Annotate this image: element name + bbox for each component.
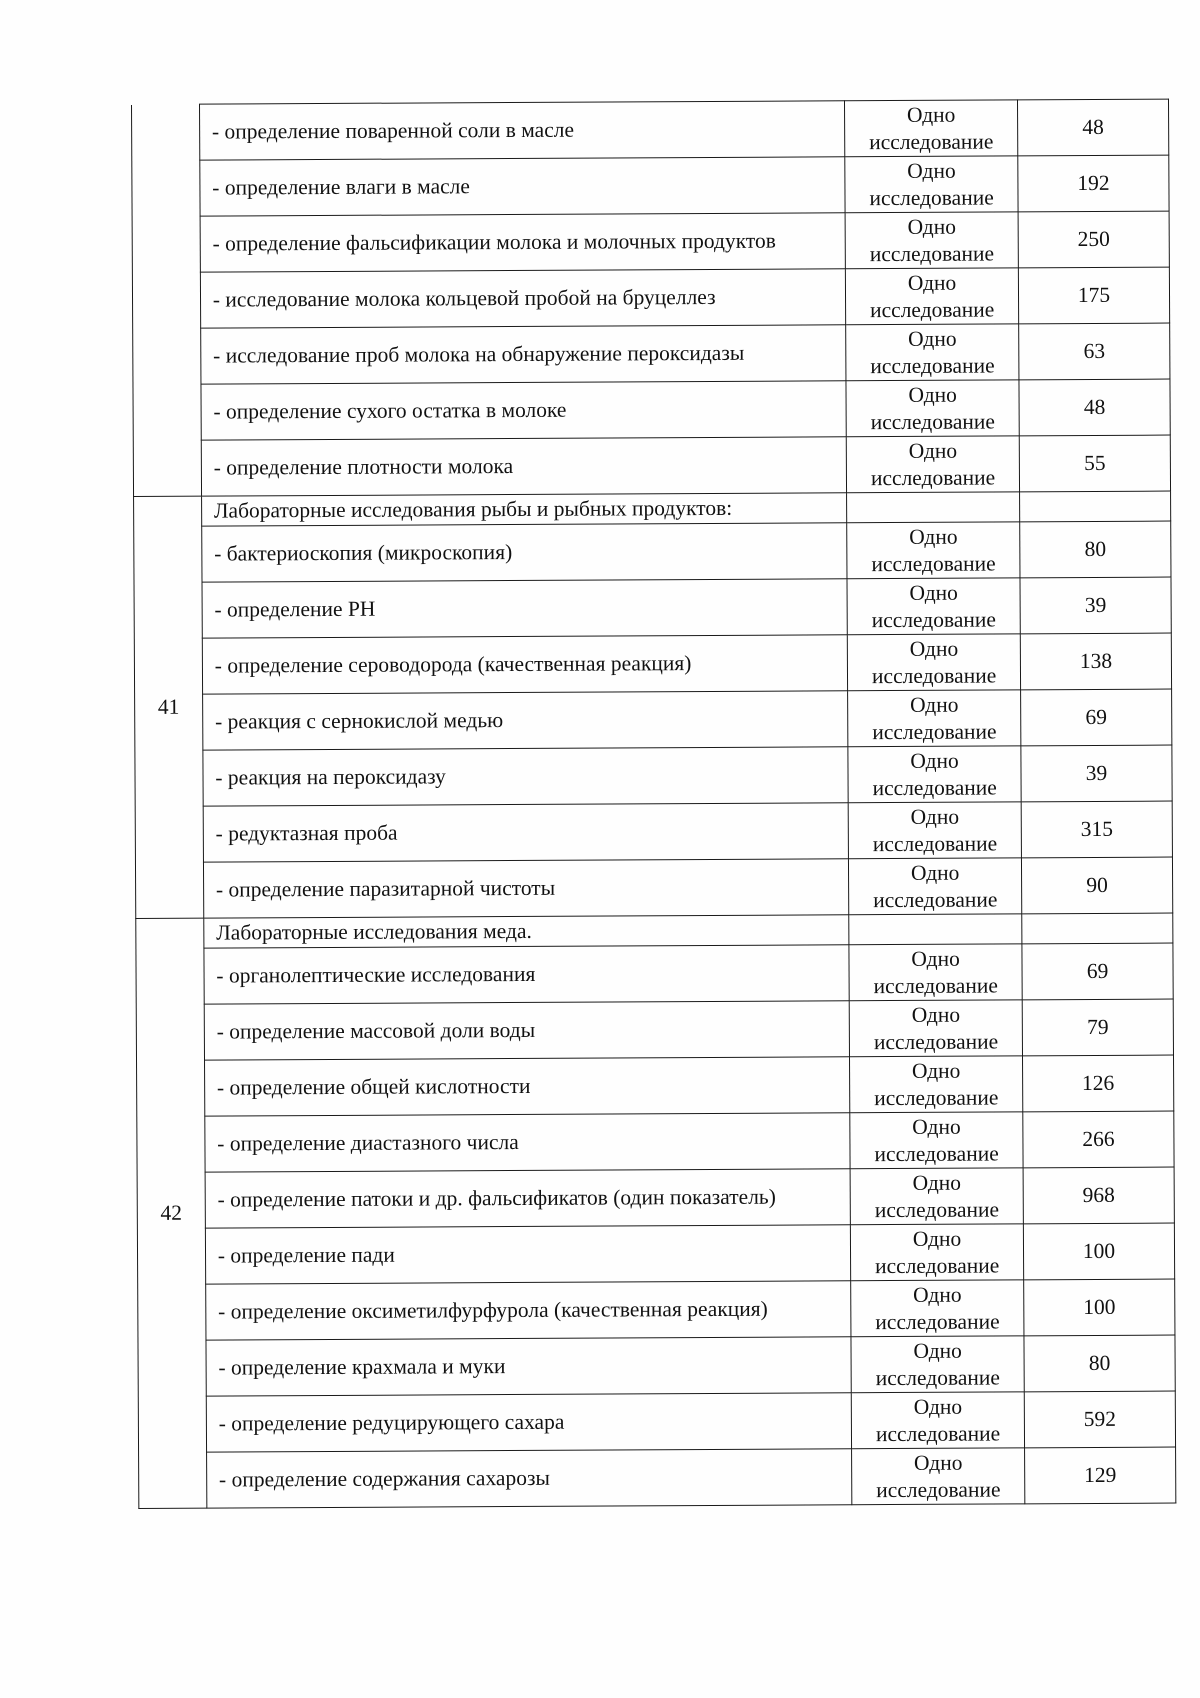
price-value: 80 — [1024, 1335, 1175, 1392]
service-name: - определение патоки и др. фальсификатов (один показатель) — [205, 1169, 851, 1228]
unit-label: Одно — [912, 1226, 962, 1251]
unit-label: Одно — [912, 1114, 961, 1139]
unit-label: исследование — [875, 1420, 1001, 1446]
unit-label: исследование — [870, 296, 995, 322]
unit-label: исследование — [872, 830, 998, 856]
unit-label: исследование — [872, 718, 997, 744]
unit-label: Одно — [909, 580, 958, 605]
unit-label: Одно — [913, 1450, 963, 1475]
price-value: 69 — [1022, 943, 1173, 1000]
unit-label: Одно — [910, 860, 960, 885]
unit-cell — [847, 634, 1020, 691]
service-name: - реакция на пероксидазу — [203, 747, 849, 806]
table-row — [135, 689, 1172, 750]
unit-label: исследование — [869, 184, 994, 210]
unit-label: исследование — [874, 1196, 1000, 1222]
table-row — [137, 1055, 1174, 1116]
service-name: - определение содержания сахарозы — [206, 1449, 852, 1508]
price-table-body — [132, 99, 1176, 1508]
service-name: - органолептические исследования — [204, 945, 850, 1004]
unit-cell — [848, 746, 1021, 803]
unit-label: исследование — [875, 1252, 1000, 1278]
unit-label: Одно — [908, 382, 957, 407]
table-row — [138, 1391, 1175, 1452]
table-row — [135, 745, 1172, 806]
unit-cell — [851, 1224, 1024, 1281]
price-value: 79 — [1022, 999, 1173, 1056]
price-table — [131, 99, 1176, 1509]
price-value: 592 — [1024, 1391, 1175, 1448]
unit-cell — [849, 858, 1022, 915]
unit-label: исследование — [873, 972, 998, 998]
service-name: - бактериоскопия (микроскопия) — [202, 523, 848, 582]
table-row — [133, 323, 1170, 384]
unit-label: исследование — [869, 240, 995, 266]
unit-label: исследование — [875, 1308, 1000, 1334]
price-value: 90 — [1021, 857, 1172, 914]
table-row — [134, 521, 1171, 582]
table-row — [137, 1111, 1174, 1172]
service-name: - исследование молока кольцевой пробой на бруцеллез — [200, 269, 846, 328]
empty-cell — [1020, 491, 1171, 522]
unit-label: Одно — [907, 158, 956, 183]
price-value: 192 — [1018, 155, 1169, 212]
price-value: 55 — [1019, 435, 1170, 492]
service-name: - определение поваренной соли в масле — [199, 101, 845, 160]
table-row — [132, 267, 1169, 328]
unit-label: Одно — [913, 1282, 962, 1307]
price-value: 48 — [1019, 379, 1170, 436]
unit-cell — [846, 324, 1019, 381]
unit-label: исследование — [875, 1364, 1000, 1390]
unit-label: Одно — [909, 692, 959, 717]
service-name: - определение сухого остатка в молоке — [201, 381, 847, 440]
unit-cell — [851, 1280, 1024, 1337]
unit-label: Одно — [906, 102, 956, 127]
unit-cell — [848, 690, 1021, 747]
unit-cell — [845, 212, 1018, 269]
table-row — [132, 211, 1169, 272]
unit-cell — [851, 1392, 1024, 1449]
unit-label: Одно — [907, 214, 957, 239]
price-value: 48 — [1018, 99, 1169, 156]
unit-label: исследование — [872, 774, 997, 800]
unit-cell — [850, 1056, 1023, 1113]
unit-cell — [846, 268, 1019, 325]
table-row — [136, 943, 1173, 1004]
table-row — [134, 577, 1171, 638]
table-row — [134, 633, 1171, 694]
unit-label: исследование — [870, 408, 995, 434]
service-name: - определение плотности молока — [201, 437, 847, 496]
unit-label: Одно — [910, 804, 960, 829]
unit-cell — [851, 1336, 1024, 1393]
unit-label: исследование — [871, 662, 997, 688]
table-row — [139, 1447, 1176, 1508]
price-value: 80 — [1020, 521, 1171, 578]
unit-label: исследование — [873, 1028, 999, 1054]
price-value: 129 — [1025, 1447, 1176, 1504]
table-row — [135, 857, 1172, 918]
unit-cell — [846, 380, 1019, 437]
service-name: - определение редуцирующего сахара — [206, 1393, 852, 1452]
empty-cell — [849, 914, 1022, 945]
service-name: - определение сероводорода (качественная реакция) — [202, 635, 848, 694]
table-row — [132, 155, 1169, 216]
empty-cell — [1022, 913, 1173, 944]
unit-cell — [848, 802, 1021, 859]
unit-label: исследование — [870, 464, 996, 490]
unit-label: Одно — [908, 326, 957, 351]
service-name: - определение паразитарной чистоты — [203, 859, 849, 918]
price-value: 250 — [1018, 211, 1169, 268]
unit-label: исследование — [874, 1140, 999, 1166]
unit-cell — [849, 944, 1022, 1001]
unit-cell — [850, 1112, 1023, 1169]
unit-label: исследование — [874, 1084, 999, 1110]
price-value: 126 — [1023, 1055, 1174, 1112]
price-value: 968 — [1023, 1167, 1174, 1224]
unit-cell — [847, 522, 1020, 579]
table-row — [138, 1279, 1175, 1340]
unit-cell — [845, 100, 1018, 157]
unit-cell — [845, 156, 1018, 213]
price-value: 175 — [1018, 267, 1169, 324]
unit-label: исследование — [876, 1476, 1001, 1502]
unit-label: Одно — [909, 524, 958, 549]
section-title: Лабораторные исследования рыбы и рыбных продуктов: — [201, 493, 847, 526]
price-value: 39 — [1021, 745, 1172, 802]
service-name: - определение диастазного числа — [205, 1113, 851, 1172]
table-row — [136, 999, 1173, 1060]
unit-label: Одно — [911, 946, 960, 971]
price-value: 266 — [1023, 1111, 1174, 1168]
service-name: - определение пади — [205, 1225, 851, 1284]
unit-label: Одно — [908, 438, 958, 463]
service-name: - определение фальсификации молока и молочных продуктов — [200, 213, 846, 272]
price-value: 63 — [1019, 323, 1170, 380]
empty-cell — [847, 492, 1020, 523]
unit-label: Одно — [911, 1058, 961, 1083]
price-value: 69 — [1021, 689, 1172, 746]
table-row — [137, 1223, 1174, 1284]
unit-cell — [849, 1000, 1022, 1057]
unit-cell — [852, 1448, 1025, 1505]
unit-cell — [850, 1168, 1023, 1225]
section-title: Лабораторные исследования меда. — [204, 915, 850, 948]
service-name: - определение общей кислотности — [204, 1057, 850, 1116]
unit-label: исследование — [870, 352, 995, 378]
service-name: - определение массовой доли воды — [204, 1001, 850, 1060]
unit-label: Одно — [911, 1002, 961, 1027]
price-value: 138 — [1020, 633, 1171, 690]
service-name: - определение оксиметилфурфурола (качественная реакция) — [205, 1281, 851, 1340]
unit-label: исследование — [871, 606, 996, 632]
unit-label: исследование — [869, 128, 994, 154]
unit-cell — [846, 436, 1019, 493]
unit-label: Одно — [913, 1394, 963, 1419]
table-row — [133, 435, 1170, 496]
service-name: - определение влаги в масле — [200, 157, 846, 216]
table-row — [133, 379, 1170, 440]
unit-label: Одно — [912, 1170, 962, 1195]
unit-label: Одно — [907, 270, 957, 295]
unit-label: Одно — [913, 1338, 962, 1363]
unit-cell — [847, 578, 1020, 635]
table-row — [132, 99, 1169, 160]
service-name: - редуктазная проба — [203, 803, 849, 862]
price-value: 39 — [1020, 577, 1171, 634]
price-value: 100 — [1024, 1279, 1175, 1336]
section-number-cell — [132, 104, 202, 496]
service-name: - исследование проб молока на обнаружение пероксидазы — [200, 325, 846, 384]
unit-label: Одно — [909, 636, 959, 661]
section-number: 42 — [136, 918, 207, 1508]
section-number: 41 — [134, 496, 204, 918]
service-name: - определение крахмала и муки — [206, 1337, 852, 1396]
service-name: - реакция с сернокислой медью — [202, 691, 848, 750]
price-value: 315 — [1021, 801, 1172, 858]
unit-label: исследование — [873, 886, 998, 912]
table-row — [135, 801, 1172, 862]
service-name: - определение РН — [202, 579, 848, 638]
unit-label: Одно — [910, 748, 959, 773]
table-row — [137, 1167, 1174, 1228]
price-value: 100 — [1023, 1223, 1174, 1280]
table-row — [138, 1335, 1175, 1396]
unit-label: исследование — [871, 550, 996, 576]
